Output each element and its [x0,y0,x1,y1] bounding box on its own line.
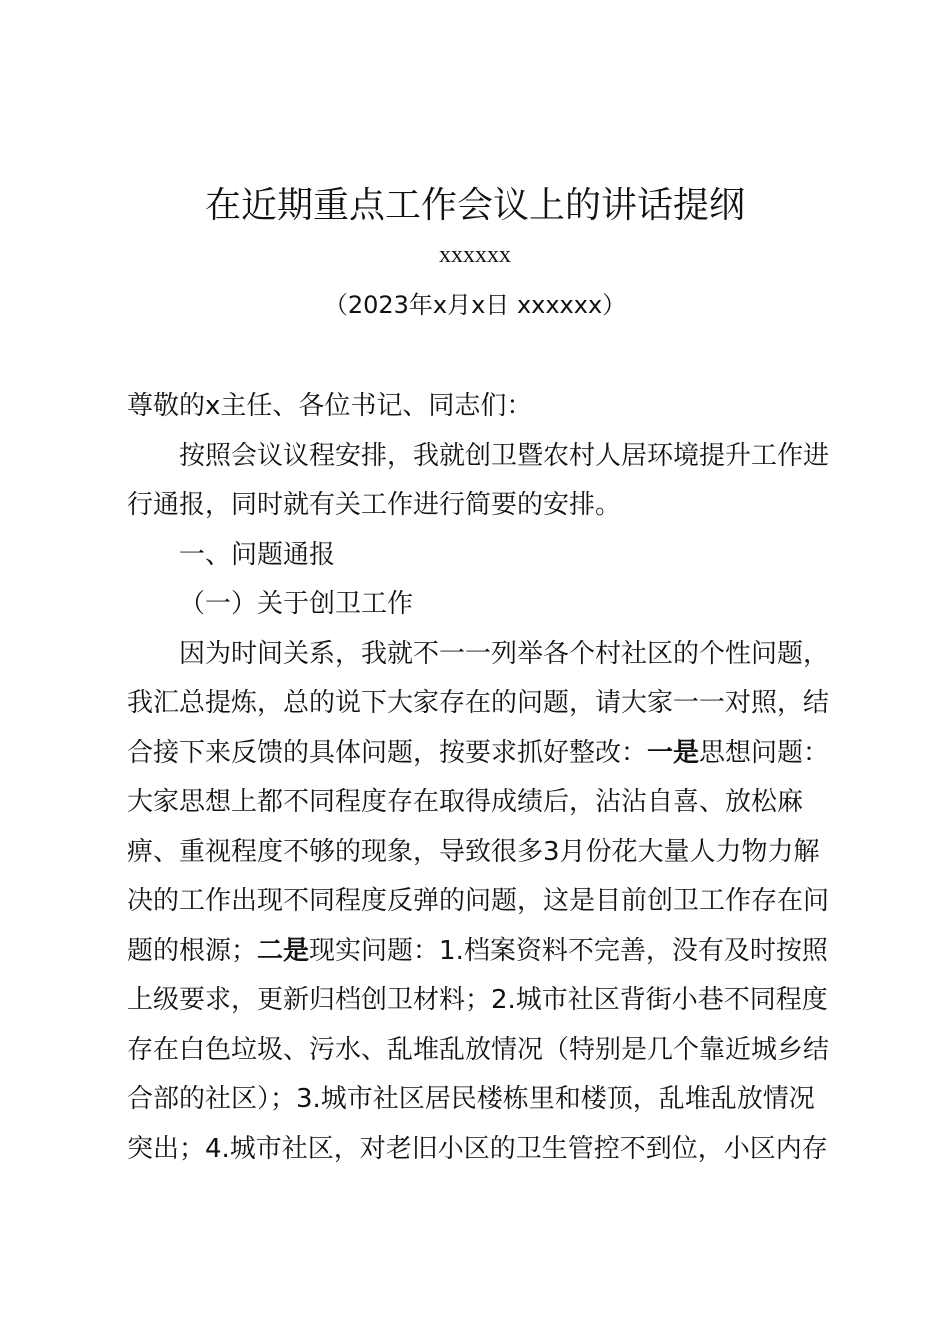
paragraph-line: 上级要求，更新归档创卫材料；2.城市社区背街小巷不同程度 [127,985,828,1015]
subsection-heading [127,580,835,630]
section-heading [127,531,835,581]
intro-paragraph [127,432,835,531]
heading-problem-report: 一、问题通报 [179,539,336,570]
intro-line: 行通报，同时就有关工作进行简要的安排。 [127,490,622,520]
emphasis-first: 一是 [647,737,700,768]
document-title: 在近期重点工作会议上的讲话提纲 [204,185,745,226]
paragraph-text: 思想问题： [699,737,830,768]
salutation [127,382,835,432]
paragraph-line: 存在白色垃圾、污水、乱堆乱放情况（特别是几个靠近城乡结 [127,1034,830,1065]
paragraph-line: 合部的社区）；3.城市社区居民楼栋里和楼顶，乱堆乱放情况 [127,1084,815,1114]
main-paragraph [127,630,835,1175]
intro-line: 按照会议议程安排，我就创卫暨农村人居环境提升工作进 [179,440,830,471]
paragraph-text: 题的根源； [127,935,258,966]
paragraph-line: 因为时间关系，我就不一一列举各个村社区的个性问题， [179,638,830,669]
emphasis-second: 二是 [257,935,310,966]
document-dateline: （2023年x月x日 xxxxxx） [323,291,627,319]
paragraph-line: 突出；4.城市社区，对老旧小区的卫生管控不到位，小区内存 [127,1133,828,1164]
document-author: xxxxxx [439,242,511,268]
paragraph-line [127,729,835,779]
paragraph-text: 合接下来反馈的具体问题，按要求抓好整改： [127,737,648,768]
document-body [127,382,835,1174]
heading-health-city-work: （一）关于创卫工作 [179,589,414,619]
paragraph-line: 我汇总提炼，总的说下大家存在的问题，请大家一一对照，结 [127,688,830,718]
paragraph-text: 现实问题：1.档案资料不完善，没有及时按照 [309,935,828,966]
paragraph-line [127,927,835,977]
paragraph-line: 痹、重视程度不够的现象，导致很多3月份花大量人力物力解 [127,836,820,867]
paragraph-line: 决的工作出现不同程度反弹的问题，这是目前创卫工作存在问 [127,886,830,916]
paragraph-line: 大家思想上都不同程度存在取得成绩后，沾沾自喜、放松麻 [127,787,804,817]
salutation-line: 尊敬的x主任、各位书记、同志们： [127,391,533,421]
